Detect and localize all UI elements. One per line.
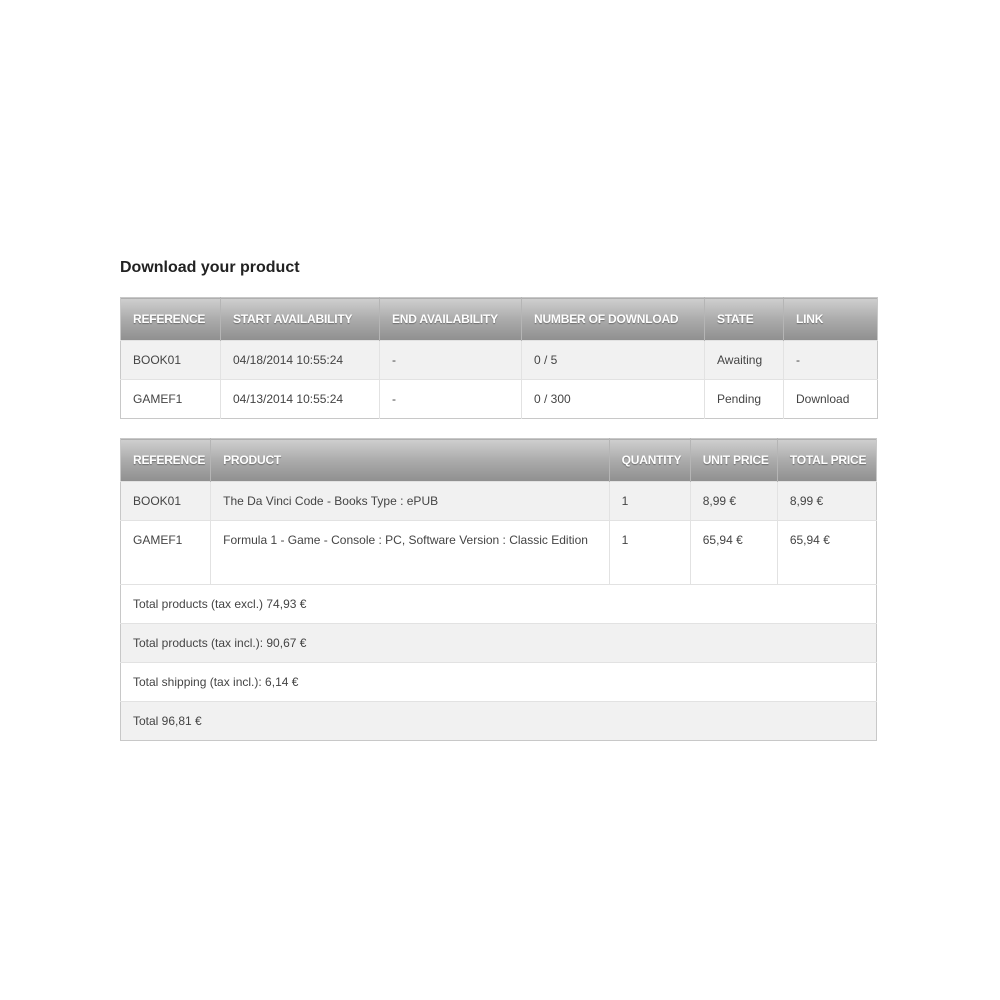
total-price-cell: 65,94 € [777, 521, 876, 585]
column-header-reference: REFERENCE [121, 439, 211, 482]
quantity-cell: 1 [609, 482, 690, 521]
page-title: Download your product [120, 259, 300, 276]
downloads-table [120, 297, 878, 419]
column-header-number-of-download: NUMBER OF DOWNLOAD [522, 298, 705, 341]
total-products-excl: Total products (tax excl.) 74,93 € [121, 585, 877, 624]
product-cell: Formula 1 - Game - Console : PC, Software Version : Classic Edition [211, 521, 610, 585]
column-header-quantity: QUANTITY [609, 439, 690, 482]
reference-cell: BOOK01 [121, 341, 221, 380]
reference-cell: BOOK01 [121, 482, 211, 521]
state-cell: Awaiting [705, 341, 784, 380]
start-availability-cell: 04/13/2014 10:55:24 [221, 380, 380, 419]
reference-cell: GAMEF1 [121, 521, 211, 585]
products-table [120, 438, 877, 741]
grand-total: Total 96,81 € [121, 702, 877, 741]
end-availability-cell: - [380, 380, 522, 419]
table-row [121, 521, 877, 585]
column-header-end-availability: END AVAILABILITY [380, 298, 522, 341]
total-price-cell: 8,99 € [777, 482, 876, 521]
column-header-total-price: TOTAL PRICE [777, 439, 876, 482]
state-cell: Pending [705, 380, 784, 419]
total-shipping: Total shipping (tax incl.): 6,14 € [121, 663, 877, 702]
download-link[interactable]: Download [796, 392, 850, 406]
table-row [121, 341, 878, 380]
download-count-cell: 0 / 5 [522, 341, 705, 380]
total-products-incl-row [121, 624, 877, 663]
total-products-excl-row [121, 585, 877, 624]
link-cell: - [784, 341, 878, 380]
product-cell: The Da Vinci Code - Books Type : ePUB [211, 482, 610, 521]
link-cell [784, 380, 878, 419]
column-header-state: STATE [705, 298, 784, 341]
table-row [121, 380, 878, 419]
column-header-unit-price: UNIT PRICE [690, 439, 777, 482]
column-header-reference: REFERENCE [121, 298, 221, 341]
total-products-incl: Total products (tax incl.): 90,67 € [121, 624, 877, 663]
quantity-cell: 1 [609, 521, 690, 585]
download-count-cell: 0 / 300 [522, 380, 705, 419]
start-availability-cell: 04/18/2014 10:55:24 [221, 341, 380, 380]
reference-cell: GAMEF1 [121, 380, 221, 419]
column-header-start-availability: START AVAILABILITY [221, 298, 380, 341]
end-availability-cell: - [380, 341, 522, 380]
table-row [121, 482, 877, 521]
downloads-header-row [121, 298, 878, 341]
unit-price-cell: 65,94 € [690, 521, 777, 585]
unit-price-cell: 8,99 € [690, 482, 777, 521]
column-header-link: LINK [784, 298, 878, 341]
total-shipping-row [121, 663, 877, 702]
column-header-product: PRODUCT [211, 439, 610, 482]
grand-total-row [121, 702, 877, 741]
products-header-row [121, 439, 877, 482]
